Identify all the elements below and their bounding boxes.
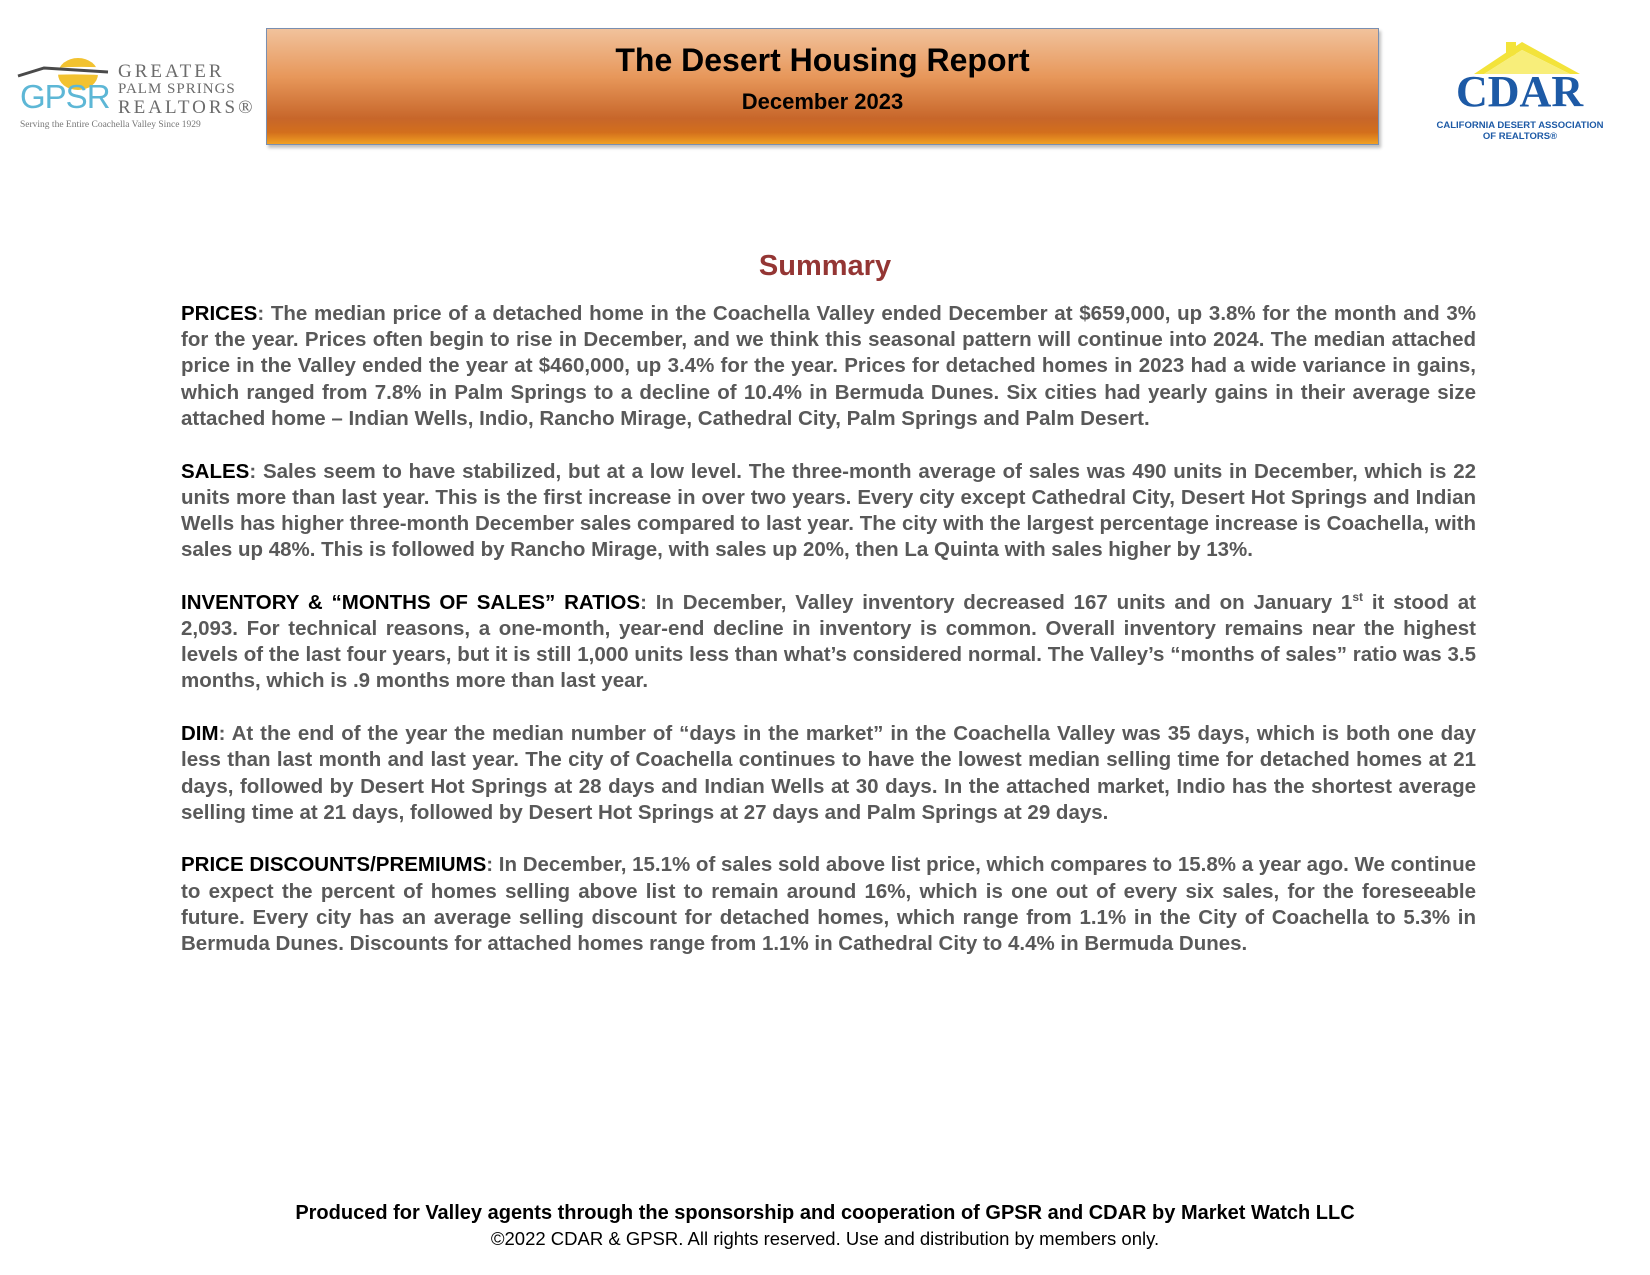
dim-paragraph	[181, 721, 1476, 826]
gpsr-logo-line3: REALTORS®	[118, 97, 256, 118]
cdar-logo	[1420, 38, 1620, 148]
inventory-heading: INVENTORY & “MONTHS OF SALES” RATIOS	[181, 590, 641, 614]
sales-text: : Sales seem to have stabilized, but at a low level. The three-month average of sales was 490 units in December, which is 22 units more than last year. This is the first increase in over two years. Every city except Cathedral City, Desert Hot Springs and Indian Wells has higher three-month December sales compared to last year. The city with the largest percentage increase is Coachella, with sales up 48%. This is followed by Rancho Mirage, with sales up 20%, then La Quinta with sales higher by 13%.	[181, 459, 1476, 562]
cdar-logo-mark: CDAR	[1456, 67, 1584, 116]
prices-heading: PRICES	[181, 302, 258, 325]
inventory-text-b: it stood at 2,093. For technical reasons, a one-month, year-end decline in inventory is common. Overall inventory remains near the highest levels of the last four years, but it is still 1,000 units less than what’s considered normal. The Valley’s “months of sales” ratio was 3.5 months, which is .9 months more than last year.	[181, 590, 1476, 693]
dim-text: : At the end of the year the median number of “days in the market” in the Coachella Valley was 35 days, which is both one day less than last month and last year. The city of Coachella continues to have the lowest median selling time for detached homes at 21 days, followed by Desert Hot Springs at 28 days and Indian Wells at 30 days. In the attached market, Indio has the shortest average selling time at 21 days, followed by Desert Hot Springs at 27 days and Palm Springs at 29 days.	[181, 722, 1476, 824]
prices-paragraph	[181, 301, 1476, 432]
inventory-paragraph	[181, 590, 1476, 695]
cdar-logo-line2: OF REALTORS®	[1482, 131, 1558, 142]
inventory-text-a: : In December, Valley inventory decreased 167 units and on January 1	[640, 590, 1353, 614]
title-banner	[266, 28, 1379, 145]
discounts-text: : In December, 15.1% of sales sold above list price, which compares to 15.8% a year ago. We continue to expect the percent of homes selling above list to remain around 16%, which is one out of every six sales, for the foreseeable future. Every city has an average selling discount for detached homes, which range from 1.1% in the City of Coachella to 5.3% in Bermuda Dunes. Discounts for attached homes range from 1.1% in Cathedral City to 4.4% in Bermuda Dunes.	[181, 853, 1477, 956]
sales-heading: SALES	[181, 459, 250, 483]
report-title: The Desert Housing Report	[615, 42, 1030, 78]
gpsr-logo-line2: PALM SPRINGS	[118, 81, 236, 97]
report-date: December 2023	[741, 89, 904, 114]
dim-heading: DIM	[181, 722, 219, 746]
discounts-heading: PRICE DISCOUNTS/PREMIUMS	[181, 853, 487, 877]
summary-title: Summary	[758, 250, 892, 282]
gpsr-logo-mark: GPSR	[20, 78, 110, 115]
discounts-paragraph	[181, 852, 1476, 957]
footer-sponsorship: Produced for Valley agents through the sponsorship and cooperation of GPSR and CDAR by Market Watch LLC	[295, 1202, 1355, 1224]
sales-paragraph	[181, 459, 1476, 564]
cdar-logo-subtitle	[1420, 120, 1620, 142]
summary-body	[181, 301, 1476, 984]
footer-copyright: ©2022 CDAR & GPSR. All rights reserved. Use and distribution by members only.	[490, 1228, 1160, 1249]
gpsr-logo-name	[118, 62, 256, 117]
gpsr-logo	[14, 50, 256, 132]
inventory-ordinal-suffix: st	[1352, 589, 1363, 604]
gpsr-logo-line1: GREATER	[118, 61, 225, 82]
cdar-logo-line1: CALIFORNIA DESERT ASSOCIATION	[1436, 120, 1604, 131]
gpsr-logo-tagline: Serving the Entire Coachella Valley Since 1929	[20, 120, 201, 130]
prices-text: : The median price of a detached home in the Coachella Valley ended December at $659,000, up 3.8% for the month and 3% for the year. Prices often begin to rise in December, and we think this seasonal pattern will continue into 2024. The median attached price in the Valley ended the year at $460,000, up 3.4% for the year. Prices for detached homes in 2023 had a wide variance in gains, which ranged from 7.8% in Palm Springs to a decline of 10.4% in Bermuda Dunes. Six cities had yearly gains in their average size attached home – Indian Wells, Indio, Rancho Mirage, Cathedral City, Palm Springs and Palm Desert.	[181, 302, 1476, 430]
